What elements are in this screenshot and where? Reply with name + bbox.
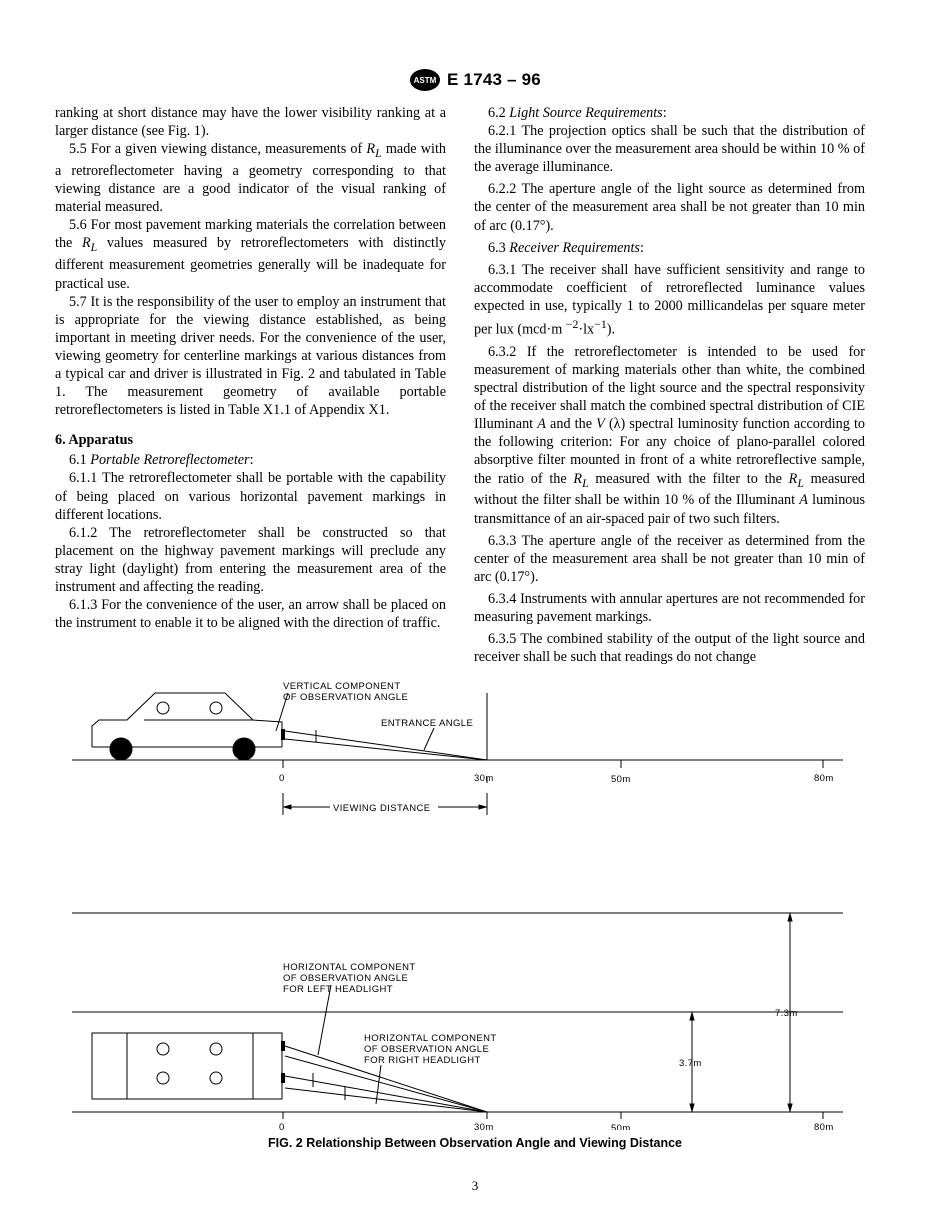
paragraph-6-3-3: 6.3.3 The aperture angle of the receiver as determined from the center of the measurement area shall be not greater than 10 min of arc (0.17°).	[474, 532, 865, 585]
illumination-ray	[285, 731, 487, 760]
paragraph-5-5: 5.5 For a given viewing distance, measurements of $R_L$ made with a retroreflectometer having a geometry corresponding to that viewing distance are a good indicator of the visual ranking of material measured.	[55, 141, 446, 216]
dimension-label: 3.7m	[679, 1058, 702, 1069]
left-column	[55, 104, 446, 632]
right-headlight-label: OF OBSERVATION ANGLE	[364, 1044, 490, 1055]
right-column	[474, 104, 865, 666]
observation-ray	[285, 739, 487, 760]
vertical-component-label: VERTICAL COMPONENT	[283, 681, 401, 692]
page-header	[0, 68, 950, 92]
top-view-car	[92, 1033, 285, 1099]
tick-label: 50m	[611, 774, 631, 785]
tick-label: 0	[279, 773, 285, 784]
logo-text: ASTM	[413, 76, 437, 85]
left-headlight-label: HORIZONTAL COMPONENT	[283, 962, 416, 973]
front-wheel-icon	[110, 738, 132, 760]
left-headlight-label: FOR LEFT HEADLIGHT	[283, 984, 393, 995]
dimension-label: 7.3m	[775, 1008, 798, 1019]
paragraph-6-2-2: 6.2.2 The aperture angle of the light source as determined from the center of the measurement area shall be not greater than 10 min of arc (0.17°).	[474, 181, 865, 234]
side-view-car	[92, 693, 285, 760]
tick-label: 80m	[814, 773, 834, 784]
paragraph-6-3: 6.3 Receiver Requirements:	[488, 239, 644, 256]
figure-caption: FIG. 2 Relationship Between Observation Angle and Viewing Distance	[268, 1136, 682, 1150]
astm-logo-icon	[409, 68, 441, 92]
paragraph-6-3-2: 6.3.2 If the retroreflectometer is intended to be used for measurement of marking materials other than white, the combined spectral distribution of the light source and the spectral responsivity of the receiver shall match the combined spectral distribution of CIE Illuminant A and the V (λ) spectral luminosity function according to the following criterion: For any choice of plano-parallel colored absorptive filter mounted in front of a white retroreflective sample, the ratio of the $R_L$ measured with the filter to the $R_L$ measured without the filter shall be within 10 % of the Illuminant A luminous transmittance of an air-spaced pair of two such filters.	[474, 343, 865, 527]
paragraph-6-1-2: 6.1.2 The retroreflectometer shall be constructed so that placement on the highway pavement markings will preclude any stray light (daylight) from entering the measurement area of the instrument and affecting the reading.	[55, 524, 446, 595]
tick-label: 30m	[474, 773, 494, 784]
right-headlight-leader	[376, 1065, 381, 1104]
page-number: 3	[471, 1178, 479, 1193]
right-headlight-icon	[281, 1073, 285, 1083]
tick-label: 80m	[814, 1122, 834, 1130]
left-headlight-icon	[281, 1041, 285, 1051]
headlight-icon	[281, 729, 285, 740]
paragraph-5-6: 5.6 For most pavement marking materials the correlation between the $R_L$ values measured by retroreflectometers with distinctly different measurement geometries generally will be inadequate for practical use.	[55, 217, 446, 292]
paragraph-6-2-1: 6.2.1 The projection optics shall be such that the distribution of the illuminance over the measurement area should be within 10 % of the average illuminance.	[474, 123, 865, 176]
paragraph-6-1: 6.1 Portable Retroreflectometer:	[69, 452, 254, 469]
figure-2	[0, 660, 950, 1130]
left-headlight-label: OF OBSERVATION ANGLE	[283, 973, 409, 984]
paragraph: ranking at short distance may have the lower visibility ranking at a larger distance (see Fig. 1).	[55, 105, 446, 140]
tick-label: 30m	[474, 1122, 494, 1130]
paragraph-6-1-3: 6.1.3 For the convenience of the user, an arrow shall be placed on the instrument to enable it to be aligned with the direction of traffic.	[55, 597, 446, 632]
viewing-distance-label: VIEWING DISTANCE	[333, 803, 431, 814]
entrance-angle-label: ENTRANCE ANGLE	[381, 718, 474, 729]
figure-2-diagram	[0, 660, 950, 1130]
paragraph-6-3-1: 6.3.1 The receiver shall have sufficient sensitivity and range to accommodate coefficient of retroreflected luminance values expected in use, typically 1 to 2000 millicandelas per square meter per lux (mcd·m $^{-2}\cdot lx^{-1}$).	[474, 261, 865, 338]
paragraph-5-7: 5.7 It is the responsibility of the user to employ an instrument that is appropriate for the viewing distance established, as being important in meeting driver needs. For the convenience of the user, viewing geometry for centerline markings at various distances from a typical car and driver is illustrated in Fig. 2 and tabulated in Table 1. The measurement geometry of available portable retroreflectometers is listed in Table X1.1 of Appendix X1.	[55, 293, 446, 419]
vertical-component-label: OF OBSERVATION ANGLE	[283, 692, 409, 703]
tick-label: 0	[279, 1122, 285, 1130]
tick-label: 50m	[611, 1123, 631, 1130]
paragraph-6-3-4: 6.3.4 Instruments with annular apertures are not recommended for measuring pavement markings.	[474, 590, 865, 625]
left-headlight-leader	[318, 985, 331, 1055]
rear-wheel-icon	[233, 738, 255, 760]
entrance-angle-leader	[424, 728, 434, 750]
paragraph-6-2: 6.2 Light Source Requirements:	[488, 105, 667, 121]
paragraph-6-1-1: 6.1.1 The retroreflectometer shall be portable with the capability of being placed on various horizontal pavement markings in different locations.	[55, 470, 446, 523]
right-headlight-label: FOR RIGHT HEADLIGHT	[364, 1055, 481, 1066]
standard-designation: E 1743 – 96	[447, 70, 541, 89]
right-headlight-label: HORIZONTAL COMPONENT	[364, 1033, 497, 1044]
section-heading: 6. Apparatus	[55, 432, 134, 449]
paragraph-6-3-5: 6.3.5 The combined stability of the output of the light source and receiver shall be such that readings do not change	[474, 631, 865, 666]
